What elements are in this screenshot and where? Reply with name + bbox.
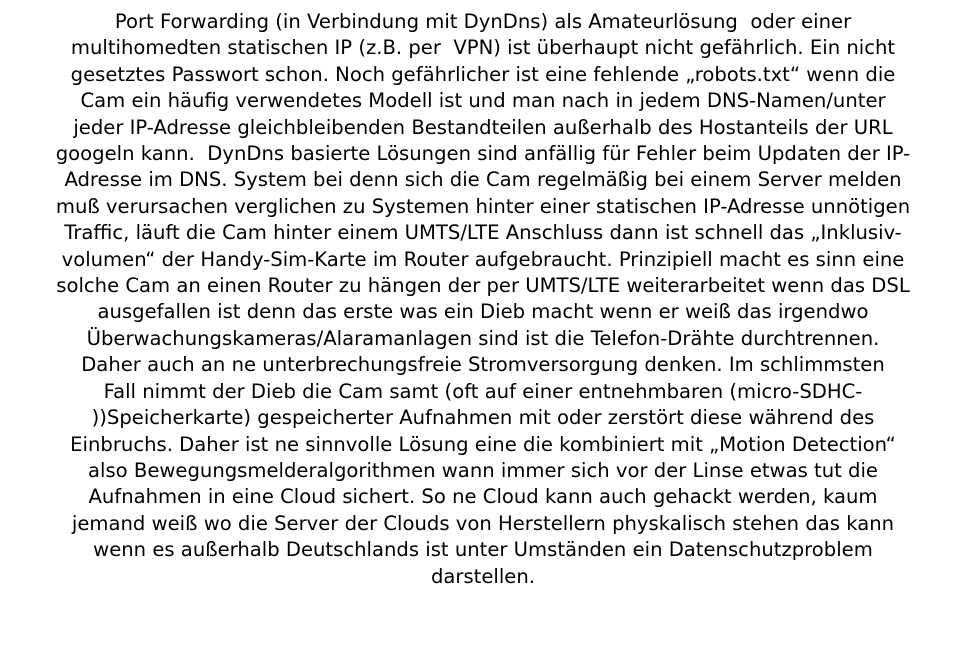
text-line: ausgefallen ist denn das erste was ein Dieb macht wenn er weiß das irgendwo — [97, 300, 869, 324]
body-text — [8, 9, 958, 590]
text-line: jemand weiß wo die Server der Clouds von Herstellern physkalisch stehen das kann — [71, 511, 895, 535]
text-line: also Bewegungsmelderalgorithmen wann immer sich vor der Linse etwas tut die — [88, 458, 878, 482]
text-line: Adresse im DNS. System bei denn sich die Cam regelmäßig bei einem Server melden — [64, 168, 902, 192]
text-line: ))Speicherkarte) gespeicherter Aufnahmen mit oder zerstört diese während des — [91, 406, 875, 430]
text-line: Daher auch an ne unterbrechungsfreie Stromversorgung denken. Im schlimmsten — [81, 353, 885, 377]
text-line: muß verursachen verglichen zu Systemen hinter einer statischen IP-Adresse unnötigen — [55, 194, 911, 218]
text-line: wenn es außerhalb Deutschlands ist unter Umständen ein Datenschutzproblem — [93, 538, 873, 562]
text-line: Port Forwarding (in Verbindung mit DynDns) als Amateurlösung oder einer — [114, 10, 852, 33]
text-line: Überwachungskameras/Alaramanlagen sind ist die Telefon-Drähte durchtrennen. — [86, 326, 880, 350]
text-line: googeln kann. DynDns basierte Lösungen sind anfällig für Fehler beim Updaten der IP- — [55, 142, 911, 166]
text-line: Einbruchs. Daher ist ne sinnvolle Lösung eine die kombiniert mit „Motion Detection“ — [70, 432, 896, 456]
text-line: jeder IP-Adresse gleichbleibenden Bestandteilen außerhalb des Hostanteils der URL — [73, 115, 893, 139]
text-line: volumen“ der Handy-Sim-Karte im Router aufgebraucht. Prinzipiell macht es sinn eine — [61, 247, 905, 271]
text-line: Traffic, läuft die Cam hinter einem UMTS/LTE Anschluss dann ist schnell das „Inklusiv- — [64, 221, 902, 245]
text-line: Cam ein häufig verwendetes Modell ist und man nach in jedem DNS-Namen/unter — [80, 89, 886, 113]
text-line: multihomedten statischen IP (z.B. per VPN) ist überhaupt nicht gefährlich. Ein nicht — [70, 36, 896, 60]
text-line: Fall nimmt der Dieb die Cam samt (oft auf einer entnehmbaren (micro-SDHC- — [103, 379, 863, 403]
text-line: gesetztes Passwort schon. Noch gefährlicher ist eine fehlende „robots.txt“ wenn die — [70, 62, 896, 86]
text-line: Aufnahmen in eine Cloud sichert. So ne Cloud kann auch gehackt werden, kaum — [88, 485, 878, 509]
text-line: darstellen. — [430, 564, 536, 588]
text-line: solche Cam an einen Router zu hängen der per UMTS/LTE weiterarbeitet wenn das DSL — [56, 274, 910, 298]
